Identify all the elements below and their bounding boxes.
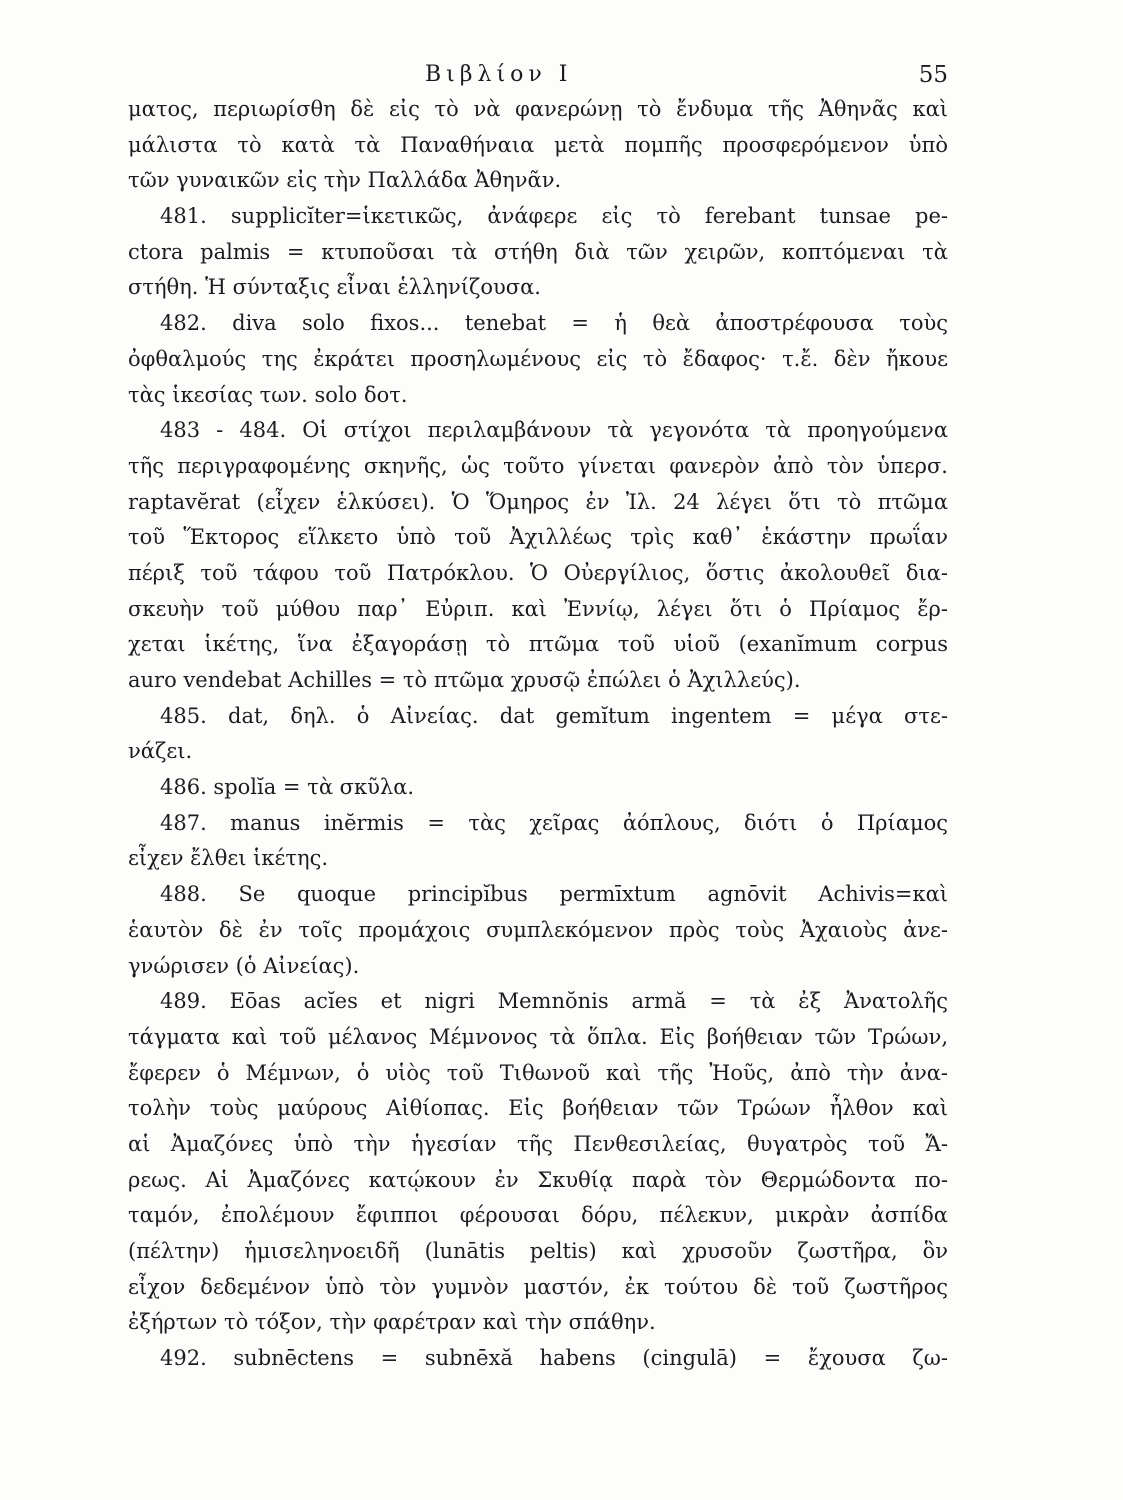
text-line: ρεως. Αἱ Ἀμαζόνες κατῴκουν ἐν Σκυθίᾳ παρὰ τὸν Θερμώδοντα πο- xyxy=(128,1167,948,1192)
text-line: πέριξ τοῦ τάφου τοῦ Πατρόκλου. Ὁ Οὐεργίλιος, ὅστις ἀκολουθεῖ δια- xyxy=(128,560,948,585)
text-line: γνώρισεν (ὁ Αἰνείας). xyxy=(128,953,360,978)
text-line: (πέλτην) ἡμισεληνοειδῆ (lunātis peltis) καὶ χρυσοῦν ζωστῆρα, ὃν xyxy=(128,1239,948,1263)
note-line-483-484: 483 - 484. Οἱ στίχοι περιλαμβάνουν τὰ γεγονότα τὰ προηγούμενα xyxy=(160,418,948,443)
note-line-488: 488. Se quoque principĭbus permīxtum agnōvit Achivis=καὶ xyxy=(160,882,948,907)
text-line: εἶχον δεδεμένον ὑπὸ τὸν γυμνὸν μαστόν, ἐκ τούτου δὲ τοῦ ζωστῆρος xyxy=(128,1274,948,1299)
running-head: Βιβλίον I xyxy=(425,62,573,87)
note-line-481: 481. supplicĭter=ἱκετικῶς, ἀνάφερε εἰς τὸ ferebant tunsae pe- xyxy=(160,204,948,229)
body-text xyxy=(128,92,948,1377)
note-line-492: 492. subnēctens = subnēxă habens (cingulā) = ἔχουσα ζω- xyxy=(160,1346,948,1371)
text-line: αἱ Ἀμαζόνες ὑπὸ τὴν ἡγεσίαν τῆς Πενθεσιλείας, θυγατρὸς τοῦ Ἄ- xyxy=(128,1131,948,1156)
text-line: ὀφθαλμούς της ἐκράτει προσηλωμένους εἰς τὸ ἔδαφος· τ.ἔ. δὲν ἤκουε xyxy=(128,346,948,371)
text-line: τῆς περιγραφομένης σκηνῆς, ὡς τοῦτο γίνεται φανερὸν ἀπὸ τὸν ὑπερσ. xyxy=(128,453,948,478)
text-line: τοῦ Ἕκτορος εἵλκετο ὑπὸ τοῦ Ἀχιλλέως τρὶς καθ᾽ ἑκάστην πρωΐαν xyxy=(128,525,948,550)
text-line: νάζει. xyxy=(128,739,193,764)
text-line: μάλιστα τὸ κατὰ τὰ Παναθήναια μετὰ πομπῆς προσφερόμενον ὑπὸ xyxy=(128,132,948,157)
text-line: τὰς ἱκεσίας των. solo δοτ. xyxy=(128,382,408,407)
text-line: στήθη. Ἡ σύνταξις εἶναι ἑλληνίζουσα. xyxy=(128,275,541,300)
note-line-487: 487. manus inĕrmis = τὰς χεῖρας ἀόπλους, διότι ὁ Πρίαμος xyxy=(160,810,948,835)
text-line: σκευὴν τοῦ μύθου παρ᾽ Εὐριπ. καὶ Ἐννίῳ, λέγει ὅτι ὁ Πρίαμος ἔρ- xyxy=(128,596,948,621)
text-line: ctora palmis = κτυποῦσαι τὰ στήθη διὰ τῶν χειρῶν, κοπτόμεναι τὰ xyxy=(128,239,948,264)
text-line: εἶχεν ἔλθει ἱκέτης. xyxy=(128,846,329,871)
text-line: auro vendebat Achilles = τὸ πτῶμα χρυσῷ ἐπώλει ὁ Ἀχιλλεύς). xyxy=(128,668,801,692)
text-line: ταμόν, ἐπολέμουν ἔφιπποι φέρουσαι δόρυ, πέλεκυν, μικρὰν ἀσπίδα xyxy=(128,1203,948,1228)
text-line: ἐξήρτων τὸ τόξον, τὴν φαρέτραν καὶ τὴν σπάθην. xyxy=(128,1310,656,1335)
text-line: ματος, περιωρίσθη δὲ εἰς τὸ νὰ φανερώνῃ τὸ ἔνδυμα τῆς Ἀθηνᾶς καὶ xyxy=(128,97,948,121)
text-line: ἔφερεν ὁ Μέμνων, ὁ υἱὸς τοῦ Τιθωνοῦ καὶ τῆς Ἠοῦς, ἀπὸ τὴν ἀνα- xyxy=(128,1060,948,1085)
text-line: τάγματα καὶ τοῦ μέλανος Μέμνονος τὰ ὅπλα. Εἰς βοήθειαν τῶν Τρώων, xyxy=(128,1024,948,1049)
note-line-486: 486. spolĭa = τὰ σκῦλα. xyxy=(160,775,415,800)
text-line: raptavĕrat (εἶχεν ἑλκύσει). Ὁ Ὅμηρος ἐν Ἰλ. 24 λέγει ὅτι τὸ πτῶμα xyxy=(128,489,948,514)
note-line-482: 482. diva solo fixos... tenebat = ἡ θεὰ ἀποστρέφουσα τοὺς xyxy=(160,311,948,336)
text-line: τῶν γυναικῶν εἰς τὴν Παλλάδα Ἀθηνᾶν. xyxy=(128,168,562,193)
note-line-489: 489. Eōas acĭes et nigri Memnŏnis armă = τὰ ἐξ Ἀνατολῆς xyxy=(160,989,948,1014)
text-line: τολὴν τοὺς μαύρους Αἰθίοπας. Εἰς βοήθειαν τῶν Τρώων ἦλθον καὶ xyxy=(128,1096,948,1121)
page-number: 55 xyxy=(918,62,948,88)
text-line: χεται ἱκέτης, ἵνα ἐξαγοράσῃ τὸ πτῶμα τοῦ υἱοῦ (exanĭmum corpus xyxy=(128,632,948,657)
text-line: ἑαυτὸν δὲ ἐν τοῖς προμάχοις συμπλεκόμενον πρὸς τοὺς Ἀχαιοὺς ἀνε- xyxy=(128,917,948,942)
note-line-485: 485. dat, δηλ. ὁ Αἰνείας. dat gemĭtum ingentem = μέγα στε- xyxy=(160,703,948,728)
